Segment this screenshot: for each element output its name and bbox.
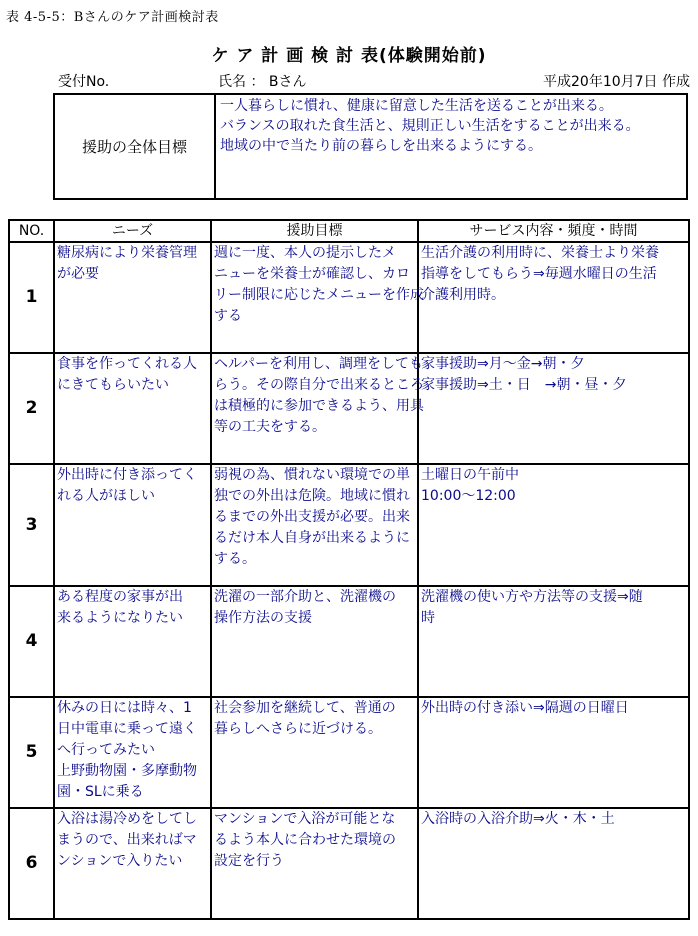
goal-cell bbox=[211, 242, 424, 353]
goal-cell-line: リー制限に応じたメニューを作成 bbox=[214, 287, 424, 303]
table-row bbox=[9, 697, 689, 808]
care-plan-table bbox=[8, 219, 690, 920]
service-cell-line: 外出時の付き添い⇒隔週の日曜日 bbox=[421, 700, 629, 716]
goal-cell-line: ヘルパーを利用し、調理をしても bbox=[214, 356, 424, 372]
service-cell bbox=[418, 464, 689, 586]
needs-cell-line: が必要 bbox=[57, 266, 99, 282]
goal-cell-line: 暮らしへさらに近づける。 bbox=[214, 721, 382, 737]
needs-cell-line: ンションで入りたい bbox=[57, 853, 183, 869]
needs-cell-line: 来るようになりたい bbox=[57, 610, 183, 626]
table-row bbox=[9, 464, 689, 586]
row-number: 1 bbox=[9, 242, 54, 353]
goal-cell-line: 独での外出は危険。地域に慣れ bbox=[214, 488, 410, 504]
table-body bbox=[9, 242, 689, 919]
needs-cell bbox=[54, 697, 211, 808]
needs-cell-line: 食事を作ってくれる人 bbox=[57, 356, 197, 372]
row-number: 2 bbox=[9, 353, 54, 464]
service-cell bbox=[418, 808, 689, 919]
needs-cell-line: にきてもらいたい bbox=[57, 377, 169, 393]
table-row bbox=[9, 808, 689, 919]
table-caption: 表 4-5-5：Bさんのケア計画検討表 bbox=[6, 10, 219, 25]
header-goal: 援助目標 bbox=[211, 220, 418, 242]
overall-goal-label: 援助の全体目標 bbox=[55, 95, 216, 198]
service-cell-line: 家事援助⇒月～金→朝・夕 bbox=[421, 356, 585, 372]
table-row bbox=[9, 353, 689, 464]
goal-cell-line: 社会参加を継続して、普通の bbox=[214, 700, 396, 716]
goal-cell-line: 弱視の為、慣れない環境での単 bbox=[214, 467, 410, 483]
needs-cell bbox=[54, 808, 211, 919]
service-cell bbox=[418, 697, 689, 808]
row-number: 6 bbox=[9, 808, 54, 919]
needs-cell-line: れる人がほしい bbox=[57, 488, 155, 504]
overall-goal-line: 地域の中で当たり前の暮らしを出来るようにする。 bbox=[220, 138, 542, 154]
service-cell-line: 10:00～12:00 bbox=[421, 488, 516, 504]
service-cell-line: 指導をしてもらう⇒毎週水曜日の生活 bbox=[421, 266, 657, 282]
needs-cell-line: ある程度の家事が出 bbox=[57, 589, 183, 605]
overall-goal-line: バランスの取れた食生活と、規則正しい生活をすることが出来る。 bbox=[220, 118, 640, 134]
service-cell bbox=[418, 242, 689, 353]
goal-cell bbox=[211, 464, 418, 586]
service-cell-line: 家事援助⇒土・日 →朝・昼・夕 bbox=[421, 377, 627, 393]
header-service: サービス内容・頻度・時間 bbox=[418, 220, 689, 242]
needs-cell-line: 園・SLに乗る bbox=[57, 784, 144, 800]
service-cell-line: 介護利用時。 bbox=[421, 287, 505, 303]
needs-cell-line: 外出時に付き添ってく bbox=[57, 467, 197, 483]
goal-cell-line: は積極的に参加できるよう、用具 bbox=[214, 398, 424, 414]
goal-cell-line: する。 bbox=[214, 551, 256, 567]
needs-cell bbox=[54, 464, 211, 586]
overall-goal-box bbox=[53, 93, 688, 200]
goal-cell-line: 週に一度、本人の提示したメ bbox=[214, 245, 396, 261]
goal-cell-line: 操作方法の支援 bbox=[214, 610, 312, 626]
needs-cell bbox=[54, 353, 211, 464]
goal-cell-line: るだけ本人自身が出来るように bbox=[214, 530, 410, 546]
goal-cell-line: する bbox=[214, 308, 242, 324]
goal-cell-line: 設定を行う bbox=[214, 853, 284, 869]
overall-goal-text bbox=[216, 95, 686, 198]
goal-cell-line: るよう本人に合わせた環境の bbox=[214, 832, 396, 848]
goal-cell bbox=[211, 586, 418, 697]
overall-goal-line: 一人暮らしに慣れ、健康に留意した生活を送ることが出来る。 bbox=[220, 98, 613, 114]
goal-cell bbox=[211, 353, 424, 464]
table-row bbox=[9, 242, 689, 353]
goal-cell-line: るまでの外出支援が必要。出来 bbox=[214, 509, 410, 525]
service-cell-line: 生活介護の利用時に、栄養士より栄養 bbox=[421, 245, 659, 261]
goal-cell-line: マンションで入浴が可能とな bbox=[214, 811, 396, 827]
needs-cell-line: 日中電車に乗って遠く bbox=[57, 721, 197, 737]
service-cell-line: 入浴時の入浴介助⇒火・木・土 bbox=[421, 811, 615, 827]
goal-cell bbox=[211, 808, 418, 919]
needs-cell-line: 糖尿病により栄養管理 bbox=[57, 245, 197, 261]
row-number: 3 bbox=[9, 464, 54, 586]
needs-cell-line: へ行ってみたい bbox=[57, 742, 155, 758]
goal-cell-line: らう。その際自分で出来るところ bbox=[214, 377, 424, 393]
goal-cell-line: 等の工夫をする。 bbox=[214, 419, 326, 435]
creation-date: 平成20年10月7日 作成 bbox=[543, 74, 690, 90]
needs-cell-line: 上野動物園・多摩動物 bbox=[57, 763, 197, 779]
receipt-number-label: 受付No. bbox=[58, 74, 110, 90]
needs-cell bbox=[54, 242, 211, 353]
table-header-row bbox=[9, 220, 689, 242]
row-number: 4 bbox=[9, 586, 54, 697]
service-cell bbox=[418, 353, 689, 464]
goal-cell-line: ニューを栄養士が確認し、カロ bbox=[214, 266, 410, 282]
row-number: 5 bbox=[9, 697, 54, 808]
needs-cell-line: まうので、出来ればマ bbox=[57, 832, 197, 848]
needs-cell-line: 入浴は湯冷めをしてし bbox=[57, 811, 197, 827]
table-row bbox=[9, 586, 689, 697]
service-cell bbox=[418, 586, 689, 697]
service-cell-line: 時 bbox=[421, 610, 435, 626]
service-cell-line: 土曜日の午前中 bbox=[421, 467, 519, 483]
needs-cell bbox=[54, 586, 211, 697]
document-title: ケ ア 計 画 検 討 表(体験開始前) bbox=[211, 46, 487, 66]
needs-cell-line: 休みの日には時々、1 bbox=[57, 700, 192, 716]
header-no: NO. bbox=[9, 220, 54, 242]
service-cell-line: 洗濯機の使い方や方法等の支援⇒随 bbox=[421, 589, 643, 605]
header-needs: ニーズ bbox=[54, 220, 211, 242]
goal-cell-line: 洗濯の一部介助と、洗濯機の bbox=[214, 589, 396, 605]
goal-cell bbox=[211, 697, 418, 808]
client-name: 氏名 ： Bさん bbox=[218, 74, 307, 90]
